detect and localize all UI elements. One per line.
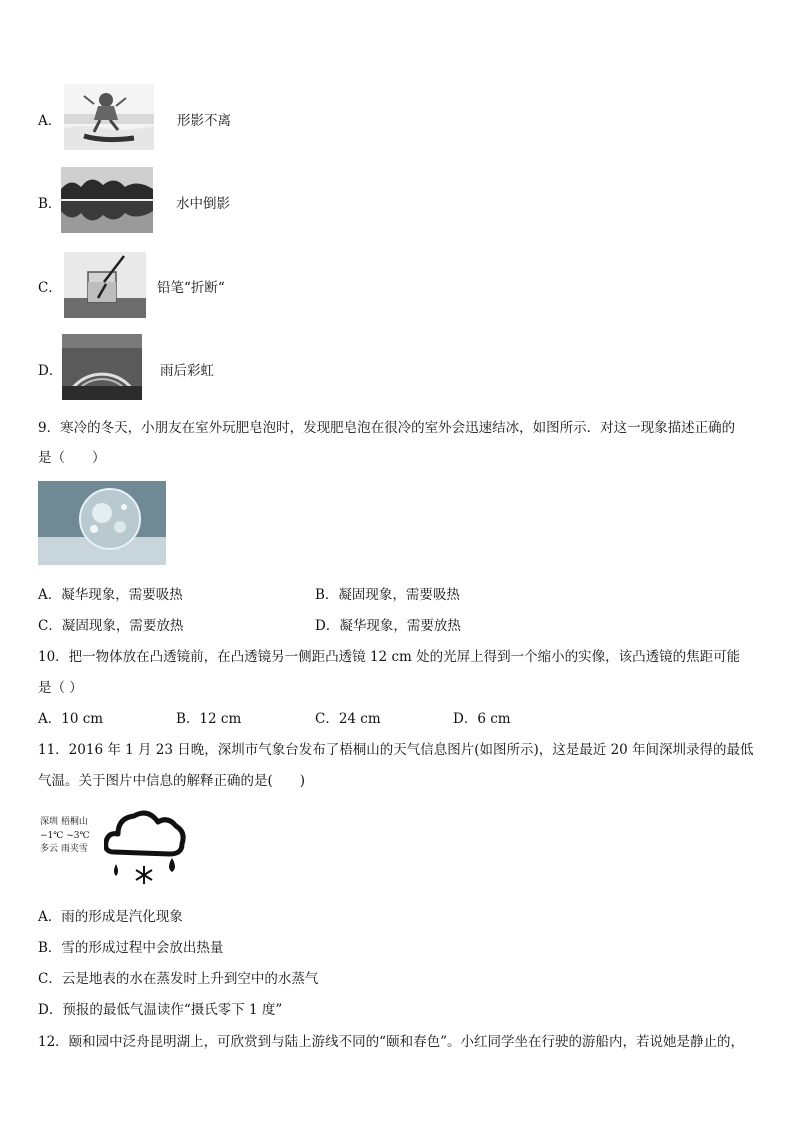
q9-option-b: B．凝固现象，需要吸热 xyxy=(315,587,460,603)
lake-reflection-image xyxy=(61,167,153,233)
q12-stem-line1: 12．颐和园中泛舟昆明湖上，可欣赏到与陆上游线不同的“颐和春色”。小红同学坐在行驶的游船内，若说她是静止的， xyxy=(38,1034,744,1050)
q10-option-a: A．10 cm xyxy=(38,711,104,727)
q8-option-b-letter: B． xyxy=(38,196,62,212)
q11-option-a: A．雨的形成是汽化现象 xyxy=(38,909,183,925)
q10-option-d: D．6 cm xyxy=(453,711,511,727)
q10-stem-line2: 是（ ） xyxy=(38,680,83,696)
q11-option-b: B．雪的形成过程中会放出热量 xyxy=(38,940,224,956)
q8-option-d-caption: 雨后彩虹 xyxy=(160,363,214,379)
q8-option-b-caption: 水中倒影 xyxy=(176,196,230,212)
forecast-temperature: −1℃ ~3℃ xyxy=(40,831,90,841)
forecast-conditions: 多云 雨夹雪 xyxy=(40,844,88,854)
q8-option-a-caption: 形影不离 xyxy=(177,113,231,129)
q8-option-c-letter: C． xyxy=(38,280,62,296)
q11-stem-line1: 11．2016 年 1 月 23 日晚，深圳市气象台发布了梧桐山的天气信息图片(如图所示)，这是最近 20 年间深圳录得的最低 xyxy=(38,742,754,758)
q11-option-d: D．预报的最低气温读作“摄氏零下 1 度” xyxy=(38,1002,283,1018)
q11-stem-line2: 气温。关于图片中信息的解释正确的是( ) xyxy=(38,773,306,789)
rainbow-image xyxy=(62,334,142,400)
q8-option-c-caption: 铅笔“折断“ xyxy=(157,280,225,296)
q10-stem-line1: 10．把一物体放在凸透镜前，在凸透镜另一侧距凸透镜 12 cm 处的光屏上得到一个缩小的实像，该凸透镜的焦距可能 xyxy=(38,649,741,665)
q8-option-a-letter: A． xyxy=(38,113,62,129)
q9-stem-line1: 9．寒冷的冬天，小朋友在室外玩肥皂泡时，发现肥皂泡在很冷的室外会迅速结冰，如图所示．对这一现象描述正确的 xyxy=(38,420,736,436)
q10-option-b: B．12 cm xyxy=(176,711,242,727)
q9-option-a: A．凝华现象，需要吸热 xyxy=(38,587,183,603)
q8-option-d-letter: D． xyxy=(38,363,63,379)
q10-option-c: C．24 cm xyxy=(315,711,381,727)
weather-forecast-image xyxy=(38,800,186,892)
q11-option-c: C．云是地表的水在蒸发时上升到空中的水蒸气 xyxy=(38,971,319,987)
forecast-location: 深圳 梧桐山 xyxy=(40,817,88,827)
shadow-child-image xyxy=(64,84,154,150)
q9-option-d: D．凝华现象，需要放热 xyxy=(315,618,461,634)
q9-option-c: C．凝固现象，需要放热 xyxy=(38,618,184,634)
frozen-bubble-image xyxy=(38,481,166,565)
q9-stem-line2: 是（ ） xyxy=(38,450,106,466)
cloud-sleet-icon xyxy=(104,800,186,892)
pencil-in-glass-image xyxy=(64,252,146,318)
